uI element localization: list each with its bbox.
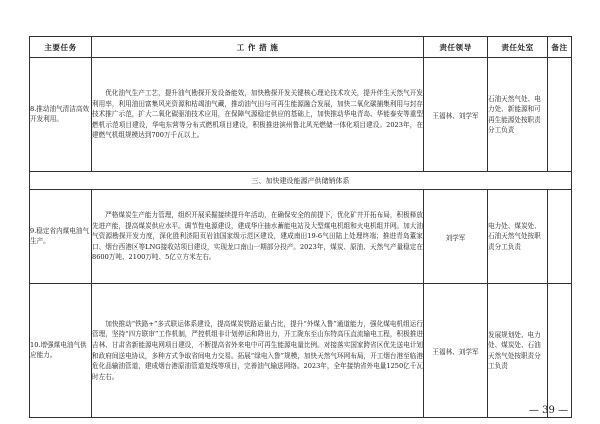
section-row <box>30 172 572 190</box>
task-cell: 8.推动油气清洁高效开发利用。 <box>30 58 92 172</box>
task-cell: 9.稳定省内煤电油气生产。 <box>30 190 92 284</box>
dept-cell: 石油天然气处、电力处、新能源和可再生能源处按职责分工负责 <box>488 58 548 172</box>
header-measures: 工 作 措 施 <box>92 37 424 58</box>
leader-cell: 王福林、刘学军 <box>424 58 488 172</box>
header-leader: 责任领导 <box>424 37 488 58</box>
header-task: 主要任务 <box>30 37 92 58</box>
remark-cell <box>548 58 572 172</box>
task-cell: 10.增强煤电油气供应能力。 <box>30 284 92 418</box>
remark-cell <box>548 190 572 284</box>
leader-cell: 刘学军 <box>424 190 488 284</box>
header-remark: 备注 <box>548 37 572 58</box>
table-row <box>30 190 572 284</box>
measures-cell: 严格煤炭生产能力管理，组织开展采掘接续提升年活动，在确保安全的前提下，优化矿井开拓布局，积极释放先进产能，提高煤炭供应水平。调节性电源建设，建成华庄抽水蓄能电站及大型煤电机组和火电机组并网。加大油气资源勘探开发力度，深化胜利济阳页岩油国家级示范区建设，建成南田19-6气田陆上处理终端；推进青岛董家口、烟台西港区等LNG接收站项目建设，实现龙口南山一期部分投产。2023年，煤炭、原油、天然气产量稳定在8600万吨、2100万吨、5亿立方米左右。 <box>92 190 424 284</box>
measures-cell: 加快推动“铁路+”多式联运体系建设，提高煤炭铁路运量占比，提升“外煤入鲁”通道能力，强化煤电机组运行管理，坚持“四方联审”工作机制，严控机组非计划停运和降出力，开工陇东至山东特高压直流输电工程，积极推进吉林、甘肃省新能源电网项目建设，不断提高省外来电中可再生能源电量比例。对接落实国家跨省区优先送电计划和政府间送电协议，多种方式争取省间电力交易。拓展“绿电入鲁”规模，加快天然气环网布局，开工烟台港至临港危化品输油管道，建成烟台港原油管道复线等项目，完善油气输送网络。2023年，全年接纳省外电量1250亿千瓦时左右。 <box>92 284 424 418</box>
task-table <box>29 36 572 418</box>
remark-cell <box>548 284 572 418</box>
table-header-row <box>30 37 572 58</box>
section-title: 三、加快建设能源产供储销体系 <box>30 172 572 190</box>
page-number: — 39 — <box>528 405 568 416</box>
table-row <box>30 58 572 172</box>
table-row <box>30 284 572 418</box>
dept-cell: 发展规划处、电力处、煤炭处、石油天然气处按职责分工负责 <box>488 284 548 418</box>
header-dept: 责任处室 <box>488 37 548 58</box>
dept-cell: 电力处、煤炭处、石油天然气处按职责分工负责 <box>488 190 548 284</box>
measures-cell: 优化油气生产工艺，提升油气勘探开发设备能效，加快勘探开发关键核心理论技术攻关，提升伴生天然气开发利用率，利用油田富集风光资源和枯竭油气藏，推动油气田与可再生能源融合发展，加快二氧化碳捕集利用与封存技术推广示范，扩大二氧化碳驱油技术应用，在保障气源稳定供应的基础上，加快推动华电青岛、华能泰安等重型燃机示范项目建设，华电东营等分布式燃机项目建设，积极推进滨州鲁北风光燃储一体化项目建设。2023年，在建燃气机组规模达到700万千瓦以上。 <box>92 58 424 172</box>
leader-cell: 王福林、刘学军 <box>424 284 488 418</box>
